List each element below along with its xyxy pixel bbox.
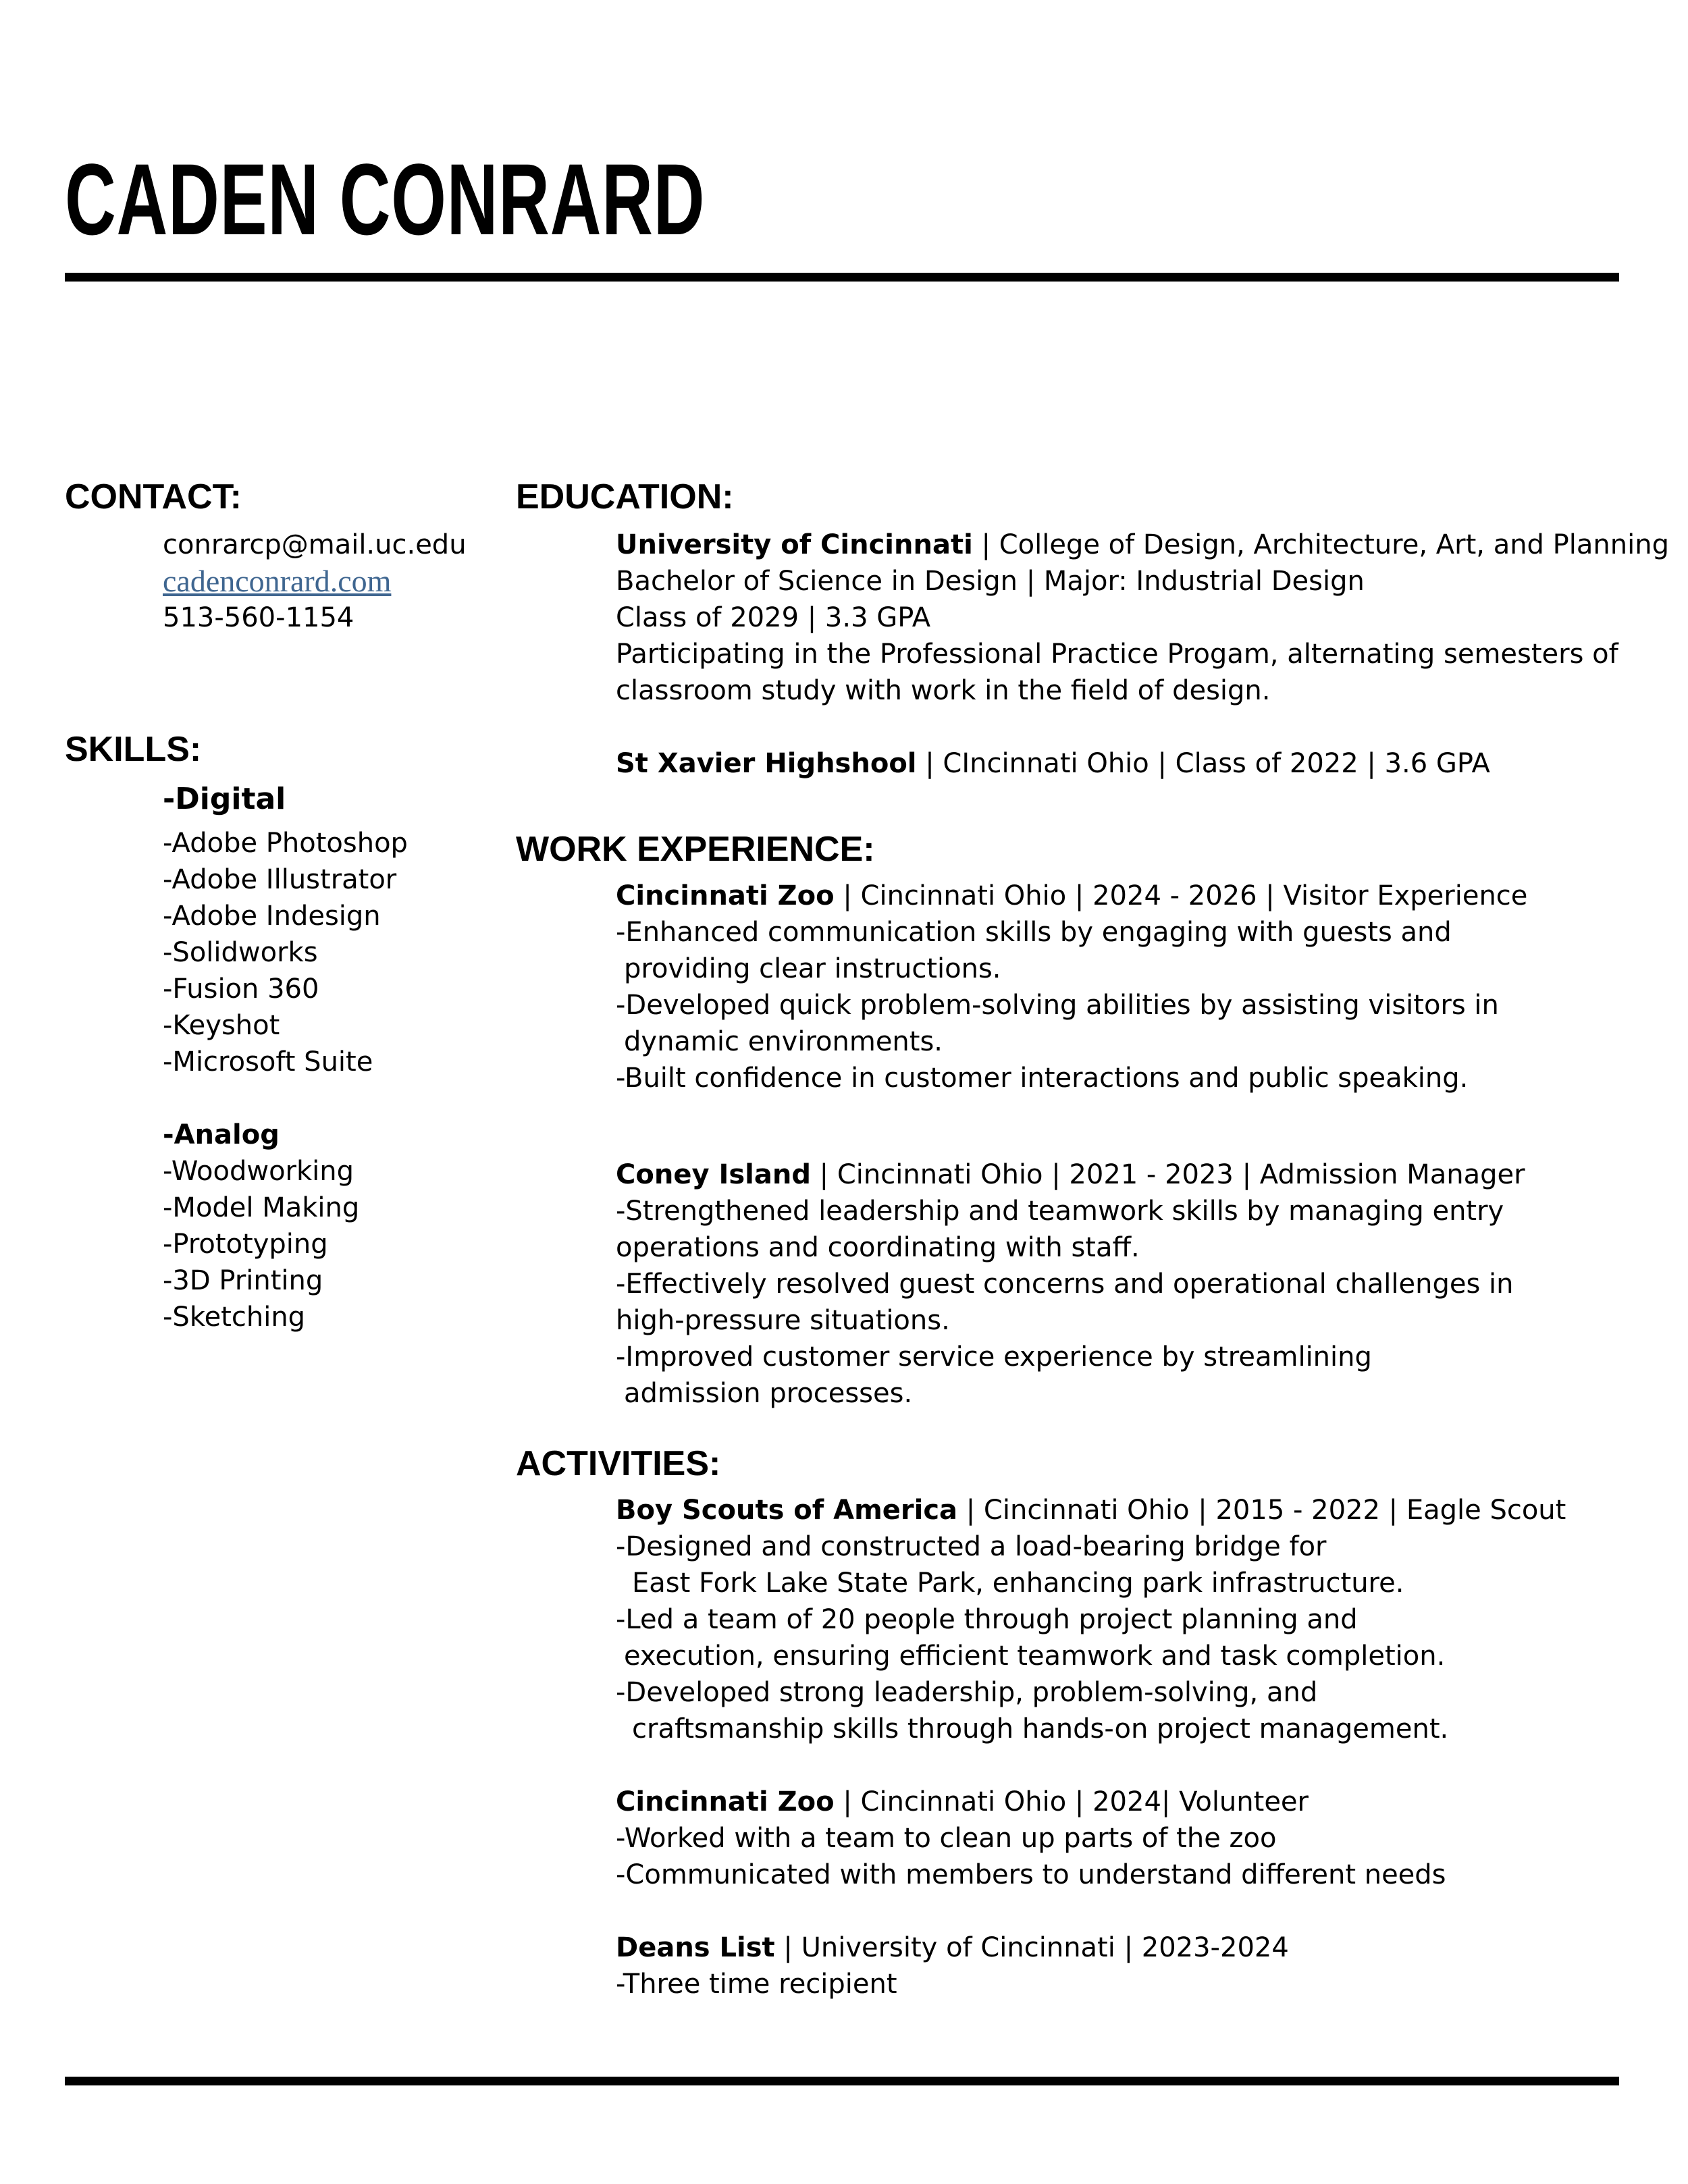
work-zoo-line: -Built confidence in customer interactions and public speaking. (616, 1063, 1469, 1094)
work-coney-line: operations and coordinating with staff. (616, 1232, 1140, 1263)
bottom-divider (65, 2077, 1619, 2085)
skills-digital-label: -Digital (163, 782, 286, 816)
work-zoo-org: Cincinnati Zoo (616, 880, 835, 911)
skill-item: -Adobe Indesign (163, 901, 381, 932)
skills-block (163, 780, 408, 1335)
act-zoo-org: Cincinnati Zoo (616, 1786, 835, 1817)
skill-item: -Keyshot (163, 1010, 280, 1041)
act-scouts-line: -Led a team of 20 people through project planning and (616, 1604, 1358, 1635)
act-scouts-details: | Cincinnati Ohio | 2015 - 2022 | Eagle Scout (957, 1495, 1566, 1526)
act-zoo-details: | Cincinnati Ohio | 2024| Volunteer (834, 1786, 1309, 1817)
work-coney-line: -Effectively resolved guest concerns and operational challenges in (616, 1269, 1514, 1300)
activities-block (616, 1492, 1566, 2002)
act-deans-details: | University of Cincinnati | 2023-2024 (774, 1932, 1289, 1963)
skill-item: -3D Printing (163, 1265, 323, 1296)
edu-xavier-details: | CIncinnati Ohio | Class of 2022 | 3.6 GPA (916, 748, 1490, 779)
act-scouts-line: -Developed strong leadership, problem-solving, and (616, 1677, 1318, 1708)
work-coney-line: admission processes. (624, 1378, 913, 1409)
edu-uc-line: Participating in the Professional Practice Progam, alternating semesters of (616, 639, 1618, 670)
contact-website-link[interactable]: cadenconrard.com (163, 564, 392, 598)
education-block (616, 527, 1669, 782)
skill-item: -Sketching (163, 1302, 306, 1333)
act-scouts-line: -Designed and constructed a load-bearing bridge for (616, 1531, 1327, 1562)
contact-phone: 513-560-1154 (163, 602, 354, 633)
activities-heading: ACTIVITIES: (516, 1444, 721, 1483)
edu-uc-line: classroom study with work in the field of design. (616, 675, 1271, 706)
skills-heading: SKILLS: (65, 730, 202, 769)
work-coney-line: high-pressure situations. (616, 1305, 950, 1336)
work-coney-org: Coney Island (616, 1159, 811, 1190)
top-divider (65, 273, 1619, 282)
act-deans-line: -Three time recipient (616, 1969, 897, 2000)
skill-item: -Woodworking (163, 1156, 354, 1187)
work-coney-block (616, 1156, 1525, 1412)
edu-uc-line: Bachelor of Science in Design | Major: Industrial Design (616, 566, 1365, 597)
skills-analog-label: -Analog (163, 1119, 280, 1150)
act-scouts-line: East Fork Lake State Park, enhancing park infrastructure. (632, 1568, 1404, 1599)
skill-item: -Solidworks (163, 937, 318, 968)
work-zoo-details: | Cincinnati Ohio | 2024 - 2026 | Visitor Experience (834, 880, 1528, 911)
skill-item: -Adobe Illustrator (163, 864, 397, 895)
act-scouts-org: Boy Scouts of America (616, 1495, 958, 1526)
edu-xavier-org: St Xavier Highshool (616, 748, 917, 779)
work-zoo-line: providing clear instructions. (624, 953, 1001, 984)
work-coney-line: -Strengthened leadership and teamwork skills by managing entry (616, 1196, 1504, 1227)
skill-item: -Model Making (163, 1192, 360, 1223)
act-zoo-line: -Worked with a team to clean up parts of the zoo (616, 1823, 1277, 1854)
work-zoo-line: -Enhanced communication skills by engaging with guests and (616, 917, 1452, 948)
work-coney-details: | Cincinnati Ohio | 2021 - 2023 | Admission Manager (810, 1159, 1525, 1190)
act-deans-org: Deans List (616, 1932, 775, 1963)
contact-email[interactable]: conrarcp@mail.uc.edu (163, 529, 467, 560)
edu-uc-details: | College of Design, Architecture, Art, and Planning (972, 529, 1669, 560)
work-zoo-block (616, 878, 1527, 1096)
skill-item: -Adobe Photoshop (163, 828, 408, 859)
work-coney-line: -Improved customer service experience by streamlining (616, 1341, 1372, 1373)
work-zoo-line: dynamic environments. (624, 1026, 943, 1057)
edu-uc-org: University of Cincinnati (616, 529, 973, 560)
act-scouts-line: execution, ensuring efficient teamwork and task completion. (624, 1641, 1446, 1672)
edu-uc-line: Class of 2029 | 3.3 GPA (616, 602, 931, 633)
resume-name: CADEN CONRARD (65, 142, 706, 256)
skill-item: -Microsoft Suite (163, 1046, 373, 1077)
work-heading: WORK EXPERIENCE: (516, 830, 875, 869)
work-zoo-line: -Developed quick problem-solving abilities by assisting visitors in (616, 990, 1499, 1021)
act-scouts-line: craftsmanship skills through hands-on project management. (632, 1713, 1449, 1744)
skill-item: -Fusion 360 (163, 974, 319, 1005)
skill-item: -Prototyping (163, 1229, 328, 1260)
contact-heading: CONTACT: (65, 477, 242, 516)
education-heading: EDUCATION: (516, 477, 734, 516)
contact-block (163, 527, 467, 636)
act-zoo-line: -Communicated with members to understand different needs (616, 1859, 1446, 1890)
